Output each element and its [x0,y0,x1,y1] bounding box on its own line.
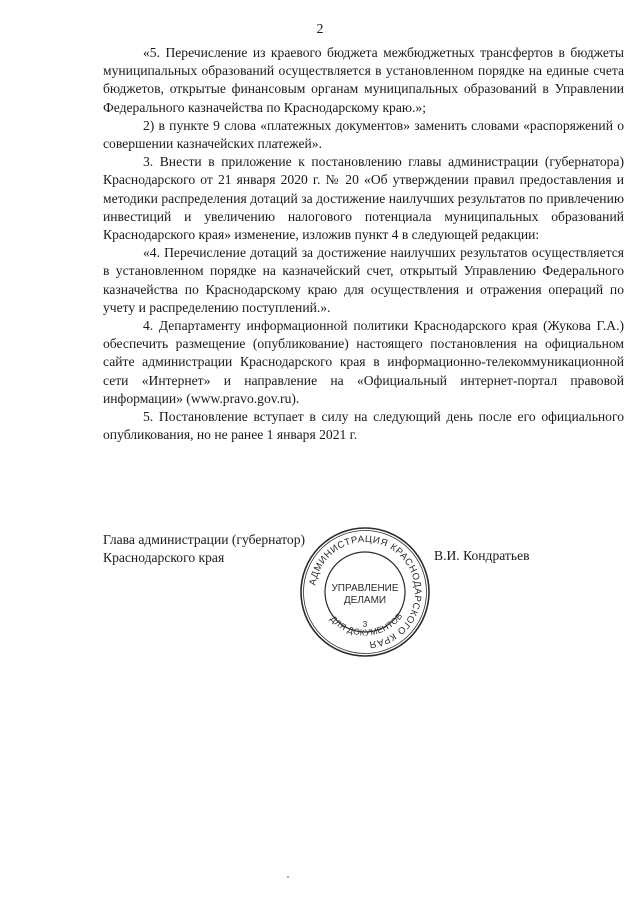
stamp-number: 3 [362,620,368,629]
stamp-ring-text: АДМИНИСТРАЦИЯ КРАСНОДАРСКОГО КРАЯ [307,533,424,650]
official-stamp [296,523,434,661]
paragraph-item-9-amendment: 2) в пункте 9 слова «платежных документов» заменить словами «распоряжений о совершении казначейских платежей». [103,117,624,152]
paragraph-publication: 4. Департаменту информационной политики Краснодарского края (Жукова Г.А.) обеспечить размещение (опубликование) настоящего постановления на официальном сайте администрации Краснодарского края в информационно-телекоммуникационной сети «Интернет» и направление на «Официальный интернет-портал правовой информации» (www.pravo.gov.ru). [103,318,624,406]
stamp-center-line-2: ДЕЛАМИ [343,595,387,606]
signer-title-line-2: Краснодарского края [103,550,225,566]
paragraph-item-4-new-wording: «4. Перечисление дотаций за достижение наилучших результатов осуществляется в установленном порядке на казначейский счет, открытый Управлению Федерального казначейства по Краснодарскому краю для осуществления и отражения операций по учету и распределению поступлений.». [103,245,624,315]
paragraph-appendix-amendment: 3. Внести в приложение к постановлению главы администрации (губернатора) Краснодарского от 21 января 2020 г. № 20 «Об утверждении правил предоставления и методики распределения дотаций за достижение наилучших результатов по привлечению инвестиций и увеличению налогового потенциала муниципальных образований Краснодарского края» изменение, изложив пункт 4 в следующей редакции: [103,154,624,243]
stamp-bottom-text: ДЛЯ ДОКУМЕНТОВ [328,610,405,638]
signer-title [103,531,305,567]
scan-speck [287,876,289,878]
page-number: 2 [316,22,324,37]
paragraph-effective-date: 5. Постановление вступает в силу на следующий день после его официального опубликования, но не ранее 1 января 2021 г. [103,409,624,443]
stamp-center-line-1: УПРАВЛЕНИЕ [331,583,399,594]
document-body [103,44,624,444]
signer-name: В.И. Кондратьев [434,548,530,563]
paragraph-budget-transfers: «5. Перечисление из краевого бюджета межбюджетных трансфертов в бюджеты муниципальных образований осуществляется в установленном порядке на единые счета бюджетов, открытые финансовым органам муниципальных образований в Управлении Федерального казначейства по Краснодарскому краю.»; [103,45,624,115]
signer-title-line-1: Глава администрации (губернатор) [103,532,306,547]
